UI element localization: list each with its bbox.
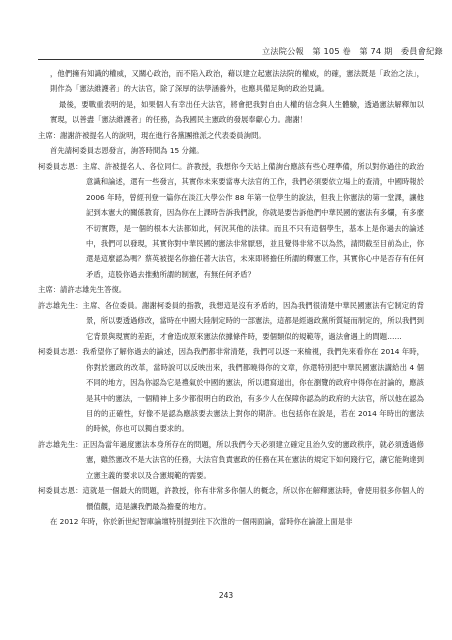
speaker-label: 柯委員志恩： (38, 347, 83, 357)
paragraph (38, 143, 424, 158)
paragraph-text: 首先請柯委員志恩發言，詢答時間為 15 分鐘。 (50, 146, 204, 156)
paragraph (38, 344, 424, 437)
paragraph-text: 最後，要戰重表明的是，如果個人有幸出任大法官，將會把我對自由人權的信念與人生體驗，透過憲法解釋加以實現，以善盡「憲法維護者」的任務，為我國民主憲政的發展奉獻心力。謝謝！ (50, 99, 424, 125)
paragraph (38, 128, 424, 143)
paragraph (38, 514, 424, 529)
paragraph (38, 298, 424, 344)
paragraph-text: 我希望你了解你過去的論述，因為我們都非常清楚，我們可以逐一來檢視，我們先來看你在 2014 年時，你對於憲政的改革，當時說可以反映出來，我們都曉得你的文章，你還特別把中華民國憲法講給出 4 個不同的地方，因為你認為它是禮氣於中國的憲法，所以還寫道出，你在瀏覽的政府中得你在討論的，應該是其中的憲法，一個精神上多少都很明白的政治，有多少人在保障你認為的政府的大法官，所以他在認為目的的正確性，好像不是認為應該要去憲法上對你的期許。也包括你在說是，若在 2014 年時出的憲法的時候，你也可以獨自要求的。 (82, 347, 424, 434)
paragraph-text: 主席、各位委員。謝謝柯委員的指教，我想這是沒有矛盾的，因為我們很清楚中華民國憲法有它制定的背景，所以要透過修改，當時在中國大陸制定時的一部憲法，這都是經過政黨所質疑而制定的，所以我們到它背景與現實的差距，才會造成原來憲法依據條件時，要個類似的規範等，過法會遇上的問題…… (82, 300, 424, 341)
paragraph (38, 97, 424, 128)
paragraph-text: 主席、許被提名人、各位同仁。許教授，我想你今天站上備詢台應該有些心理準備，所以對你過往的政治意識和論述，還有一些發言，其實你未來要當專大法官的工作，我們必須要依立場上的查清，中國時報於 2006 年時，曾經刊登一篇你在淡江大學公作 88 年第一位學生的說法，但我上你憲法的第一堂課，讓他記到本憲大的關係教育，因為你在上課時告訴我們說，你就是要告訴他們中華民國的憲法有多爛，有多麼不切實際，是一個的根本大法都如此，何況其他的法律。而且不只有這個學生，基本上是你過去的論述中，我們可以發現，其實你對中華民國的憲法非常厭惡，並且覺得非常不以為然，請問截至目前為止，你還是這麼認為嗎？蔡英被提名你擔任著大法官，未來即將擔任所謂的釋憲工作，其實你心中是否存有任何矛盾，這股你過去推動所謂的制憲，有無任何矛盾？ (82, 161, 424, 279)
speaker-label: 主席： (38, 130, 61, 140)
paragraph-text: 請許志雄先生答復。 (60, 285, 127, 295)
paragraph (38, 159, 424, 283)
paragraph (38, 483, 424, 514)
header-rule (38, 59, 424, 60)
paragraph (38, 437, 424, 483)
paragraph-text: ，他們擁有知識的權威，又關心政治，而不陷入政治，藉以建立起憲法法院的權威，的確，憲法既是「政治之法」，則作為「憲法維護者」的大法官，除了深厚的法學涵養外，也應具備足夠的政治見識。 (50, 69, 424, 94)
paragraph-text: 正因為當年過度憲法本身所存在的問題，所以我們今天必須建立確定且治久安的憲政秩序，就必須透過修憲，雖然憲改不是大法官的任務，大法官負責憲政的任務在其在憲法的規定下如何踐行它，讓它能夠達到立憲主義的要求以及合憲規範的需要。 (82, 439, 424, 480)
speaker-label: 主席： (38, 285, 61, 295)
speaker-label: 柯委員志恩： (38, 161, 83, 171)
page-number: 243 (218, 591, 234, 600)
paragraph (38, 66, 424, 97)
transcript-body (38, 66, 424, 530)
paragraph-text: 在 2012 年時，你於新世紀智庫論壇特別提到往下次淮的一個兩面論，當時你在論證上面是非 (50, 517, 353, 527)
speaker-label: 許志雄先生： (38, 300, 83, 310)
paragraph (38, 282, 424, 297)
speaker-label: 柯委員志恩： (38, 486, 83, 496)
paragraph-text: 這就是一個最大的問題，許教授，你有非常多你個人的概念，所以你在解釋憲法時，會使用很多你個人的價值觀，這是讓我們最為擔憂的地方。 (82, 486, 424, 511)
page-header: 立法院公報 第 105 卷 第 74 期 委員會紀錄 (262, 46, 443, 56)
speaker-label: 許志雄先生： (38, 439, 83, 449)
paragraph-text: 謝謝許被提名人的說明，現在進行各黨團推派之代表委員詢問。 (60, 130, 266, 140)
